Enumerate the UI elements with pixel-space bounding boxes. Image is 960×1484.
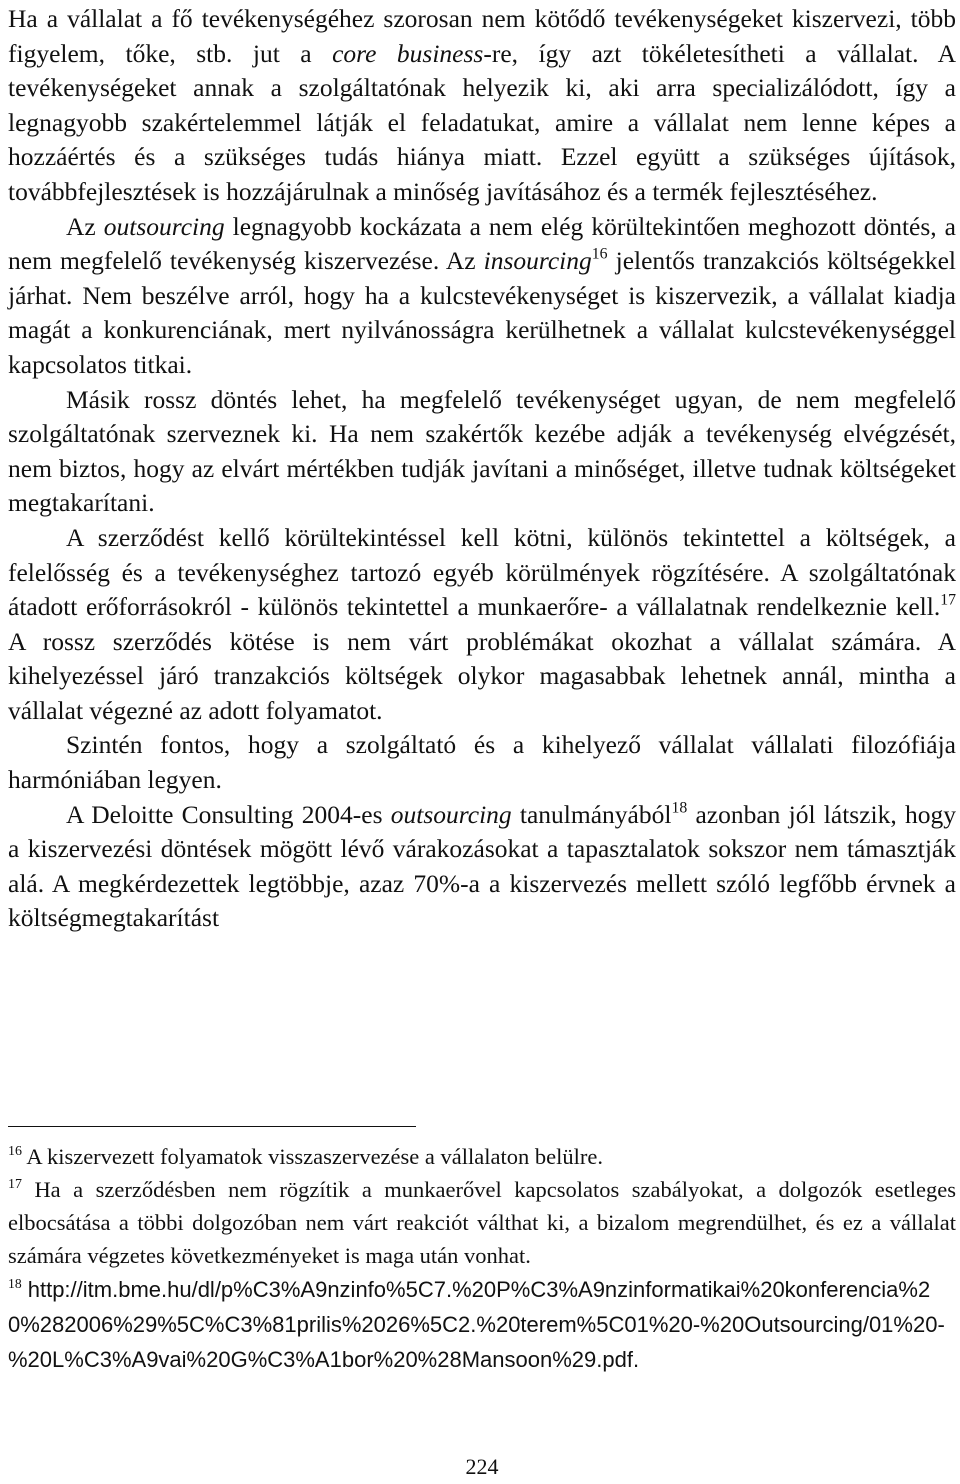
document-page [8, 0, 956, 1484]
page-number: 224 [465, 1454, 499, 1479]
italic-term: outsourcing [390, 799, 512, 829]
text-run: Másik rossz döntés lehet, ha megfelelő tevékenységet ugyan, de nem megfelelő szolgáltatónak szerveznek ki. Ha nem szakértők kezébe adják a tevékenység elvégzését, nem biztos, hogy az elvárt mértékben tudják javítani a minőséget, illetve tudnak költségeket megtakarítani. [8, 384, 956, 518]
text-run: jelentős tranzakciós költségekkel járhat. Nem beszélve arról, hogy ha a kulcstevékenységet is kiszervezik, a vállalat kiadja magát a konkurenciának, mert nyilvánosságra kerülhetnek a vállalat kulcstevékenységgel kapcsolatos titkai. [8, 246, 956, 379]
text-run: A szerződést kellő körültekintéssel kell kötni, különös tekintettel a költségek, a felelősség és a tevékenységhez tartozó egyéb körülmények rögzítésére. A szolgáltatónak átadott erőforrásokról - különös tekintettel a munkaerőre- a vállalatnak rendelkeznie kell. [8, 522, 956, 622]
text-run: tanulmányából [511, 799, 672, 829]
paragraph [8, 2, 956, 210]
footnote-number: 18 [8, 1276, 22, 1292]
footnote-text: Ha a szerződésben nem rögzítik a munkaerővel kapcsolatos szabályokat, a dolgozók esetleges elbocsátása a többi dolgozóban nem várt reakciót válthat ki, a bizalom megrendülhet, és ez a vállalat számára végzetes következményeket is maga után vonhat. [8, 1177, 956, 1268]
italic-term: core business [332, 38, 484, 68]
paragraph [8, 521, 956, 729]
footnote-separator [8, 1126, 416, 1127]
paragraph [8, 383, 956, 521]
text-run: legnagyobb kockázata a nem elég körültekintően meghozott döntés, a nem megfelelő tevékenység kiszervezése. Az [8, 211, 956, 276]
footnote-reference: 18 [671, 799, 688, 817]
text-run: A rossz szerződés kötése is nem várt problémákat okozhat a vállalat számára. A kihelyezéssel járó tranzakciós költségek olykor magasabbak lehetnek annál, mintha a vállalat végezné az adott folyamatot. [8, 626, 956, 725]
text-run: Szintén fontos, hogy a szolgáltató és a kihelyező vállalat vállalati filozófiája harmóniában legyen. [8, 730, 956, 795]
footnote-18 [8, 1272, 956, 1377]
text-run: -re, így azt tökéletesítheti a vállalat. A tevékenységeket annak a szolgáltatónak helyezik ki, aki arra specializálódott, így a legnagyobb szakértelemmel látják el feladatukat, amire a vállalat nem lenne képes a hozzáértés és a szükséges tudás hiánya miatt. Ezzel együtt a szükséges újítások, továbbfejlesztések is hozzájárulnak a minőség javításához és a termék fejlesztéséhez. [8, 38, 956, 206]
italic-term: insourcing [483, 246, 592, 276]
footnote-number: 16 [8, 1143, 22, 1159]
paragraph [8, 798, 956, 936]
text-run: Ha a vállalat a fő tevékenységéhez szorosan nem kötődő tevékenységeket kiszervezi, több figyelem, tőke, stb. jut a [8, 4, 956, 68]
body-text [8, 0, 956, 936]
text-run: Az [66, 211, 104, 241]
footnote-reference: 16 [591, 245, 608, 263]
footnote-reference: 17 [940, 591, 956, 609]
footnote-16 [8, 1140, 956, 1173]
paragraph [8, 728, 956, 797]
paragraph [8, 210, 956, 383]
italic-term: outsourcing [103, 211, 225, 241]
footnote-url: http://itm.bme.hu/dl/p%C3%A9nzinfo%5C7.%20P%C3%A9nzinformatikai%20konferencia%20%282006%29%5C%C3%81prilis%2026%5C2.%20terem%5C01%20-%20Outsourcing/01%20-%20L%C3%A9vai%20G%C3%A1bor%20%28Mansoon%29.pdf. [8, 1277, 945, 1372]
text-run: azonban jól látszik, hogy a kiszervezési döntések mögött lévő várakozásokat a tapasztalatok sokszor nem támasztják alá. A megkérdezettek legtöbbje, azaz 70%-a a kiszervezés mellett szóló legfőbb érvnek a költségmegtakarítást [8, 799, 956, 933]
footnote-text: A kiszervezett folyamatok visszaszervezése a vállalaton belülre. [21, 1144, 603, 1169]
footnote-number: 17 [8, 1176, 22, 1192]
text-run: A Deloitte Consulting 2004-es [66, 799, 391, 829]
footnotes [8, 1140, 956, 1377]
footnote-17 [8, 1173, 956, 1272]
